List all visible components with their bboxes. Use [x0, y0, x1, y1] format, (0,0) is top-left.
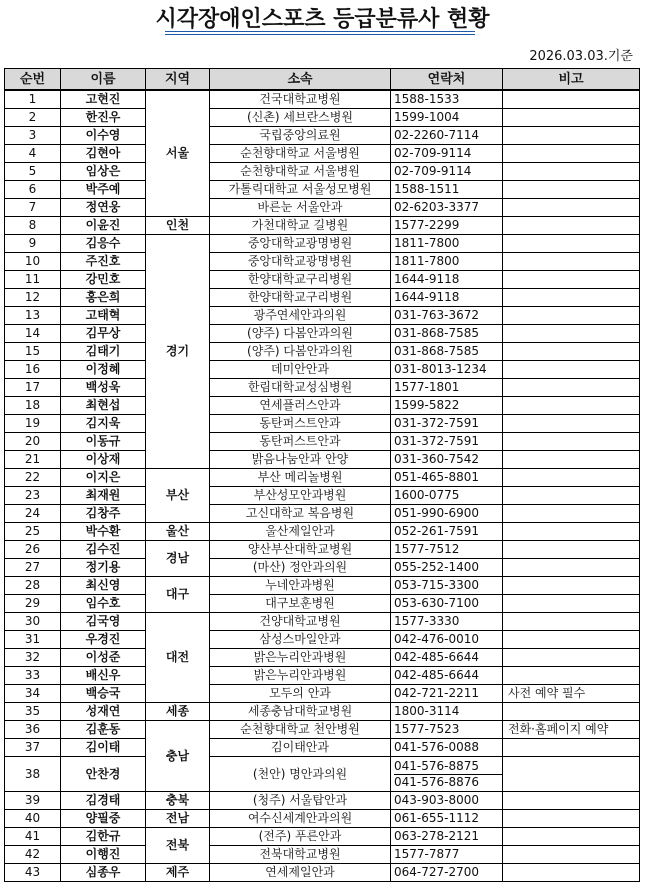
classifier-name: 고태혁 [61, 307, 146, 325]
note-cell [503, 810, 640, 828]
table-row [5, 846, 640, 864]
contact-cell: 1577-2299 [391, 217, 503, 235]
classifier-name: 백승국 [61, 685, 146, 703]
classifier-name: 임상은 [61, 163, 146, 181]
note-cell [503, 325, 640, 343]
row-number: 10 [5, 253, 61, 271]
affiliation-cell: 밝은누리안과병원 [210, 649, 391, 667]
note-cell [503, 397, 640, 415]
affiliation-cell: 양산부산대학교병원 [210, 541, 391, 559]
row-number: 5 [5, 163, 61, 181]
row-number: 12 [5, 289, 61, 307]
contact-cell: 031-360-7542 [391, 451, 503, 469]
classifier-name: 정연웅 [61, 199, 146, 217]
note-cell: 전화·홈페이지 예약 [503, 721, 640, 739]
table-row [5, 667, 640, 685]
affiliation-cell: 데미안안과 [210, 361, 391, 379]
affiliation-cell: 한림대학교성심병원 [210, 379, 391, 397]
contact-cell: 064-727-2700 [391, 864, 503, 882]
table-row [5, 361, 640, 379]
affiliation-cell: 건국대학교병원 [210, 90, 391, 109]
note-cell [503, 163, 640, 181]
row-number: 31 [5, 631, 61, 649]
classifier-name: 우경진 [61, 631, 146, 649]
table-row [5, 523, 640, 541]
table-row [5, 109, 640, 127]
affiliation-cell: 바른눈 서울안과 [210, 199, 391, 217]
contact-cell: 1600-0775 [391, 487, 503, 505]
table-row [5, 649, 640, 667]
table-row [5, 810, 640, 828]
classifier-name: 이지은 [61, 469, 146, 487]
contact-cell: 1577-1801 [391, 379, 503, 397]
classifier-name: 한진우 [61, 109, 146, 127]
note-cell [503, 864, 640, 882]
classifier-name: 박수환 [61, 523, 146, 541]
classifier-name: 심종우 [61, 864, 146, 882]
contact-cell: 031-763-3672 [391, 307, 503, 325]
document-title: 시각장애인스포츠 등급분류사 현황 [155, 7, 490, 32]
table-row [5, 271, 640, 289]
table-row [5, 145, 640, 163]
affiliation-cell: (청주) 서울탑안과 [210, 792, 391, 810]
contact-cell: 041-576-0088 [391, 739, 503, 757]
affiliation-cell: 한양대학교구리병원 [210, 271, 391, 289]
table-row [5, 217, 640, 235]
row-number: 7 [5, 199, 61, 217]
row-number: 26 [5, 541, 61, 559]
affiliation-cell: 누네안과병원 [210, 577, 391, 595]
table-row [5, 487, 640, 505]
row-number: 14 [5, 325, 61, 343]
row-number: 20 [5, 433, 61, 451]
contact-cell: 053-630-7100 [391, 595, 503, 613]
note-cell [503, 541, 640, 559]
table-row [5, 721, 640, 739]
table-row [5, 541, 640, 559]
note-cell [503, 649, 640, 667]
contact-cell: 1811-7800 [391, 235, 503, 253]
note-cell [503, 451, 640, 469]
affiliation-cell: 삼성스마일안과 [210, 631, 391, 649]
contact-cell: 1599-1004 [391, 109, 503, 127]
table-row [5, 864, 640, 882]
row-number: 22 [5, 469, 61, 487]
note-cell [503, 757, 640, 792]
contact-cell: 051-990-6900 [391, 505, 503, 523]
note-cell [503, 235, 640, 253]
row-number: 3 [5, 127, 61, 145]
affiliation-cell: 광주연세안과의원 [210, 307, 391, 325]
note-cell [503, 343, 640, 361]
affiliation-cell: 김이태안과 [210, 739, 391, 757]
classifier-name: 이정혜 [61, 361, 146, 379]
row-number: 21 [5, 451, 61, 469]
table-row [5, 253, 640, 271]
table-row [5, 685, 640, 703]
affiliation-cell: 울산제일안과 [210, 523, 391, 541]
row-number: 13 [5, 307, 61, 325]
row-number: 9 [5, 235, 61, 253]
note-cell [503, 127, 640, 145]
column-header-name: 이름 [61, 69, 146, 91]
table-row [5, 90, 640, 109]
row-number: 1 [5, 90, 61, 109]
note-cell [503, 90, 640, 109]
note-cell [503, 595, 640, 613]
table-row [5, 379, 640, 397]
contact-secondary: 041-576-8876 [394, 774, 502, 790]
table-row [5, 289, 640, 307]
row-number: 40 [5, 810, 61, 828]
table-row [5, 307, 640, 325]
affiliation-cell: 모두의 안과 [210, 685, 391, 703]
region-cell: 전남 [146, 810, 210, 828]
affiliation-cell: (마산) 정안과의원 [210, 559, 391, 577]
affiliation-cell: 여수신세계안과의원 [210, 810, 391, 828]
title-underline [165, 34, 475, 35]
classifier-name: 이상재 [61, 451, 146, 469]
affiliation-cell: 동탄퍼스트안과 [210, 433, 391, 451]
contact-cell: 1644-9118 [391, 271, 503, 289]
row-number: 24 [5, 505, 61, 523]
contact-cell: 053-715-3300 [391, 577, 503, 595]
note-cell [503, 613, 640, 631]
affiliation-cell: 순천향대학교 천안병원 [210, 721, 391, 739]
contact-cell [391, 757, 503, 792]
region-cell: 서울 [146, 90, 210, 217]
affiliation-cell: (천안) 명안과의원 [210, 757, 391, 792]
region-cell: 경기 [146, 235, 210, 469]
classifier-name: 이윤진 [61, 217, 146, 235]
affiliation-cell: 건양대학교병원 [210, 613, 391, 631]
note-cell [503, 846, 640, 864]
affiliation-cell: 연세제일안과 [210, 864, 391, 882]
classifier-name: 김태기 [61, 343, 146, 361]
table-row [5, 595, 640, 613]
affiliation-cell: 순천향대학교 서울병원 [210, 145, 391, 163]
region-cell: 충북 [146, 792, 210, 810]
classifier-name: 김국영 [61, 613, 146, 631]
contact-cell: 1577-7877 [391, 846, 503, 864]
contact-cell: 063-278-2121 [391, 828, 503, 846]
contact-cell: 042-476-0010 [391, 631, 503, 649]
contact-cell: 02-6203-3377 [391, 199, 503, 217]
table-row [5, 415, 640, 433]
contact-cell: 1577-7512 [391, 541, 503, 559]
note-cell [503, 559, 640, 577]
row-number: 33 [5, 667, 61, 685]
note-cell [503, 289, 640, 307]
affiliation-cell: 전북대학교병원 [210, 846, 391, 864]
contact-cell: 051-465-8801 [391, 469, 503, 487]
note-cell [503, 631, 640, 649]
affiliation-cell: (양주) 다봄안과의원 [210, 343, 391, 361]
affiliation-cell: 연세플러스안과 [210, 397, 391, 415]
table-row [5, 325, 640, 343]
classifier-name: 이성준 [61, 649, 146, 667]
affiliation-cell: 중앙대학교광명병원 [210, 253, 391, 271]
row-number: 17 [5, 379, 61, 397]
classifier-name: 김훈동 [61, 721, 146, 739]
table-row [5, 792, 640, 810]
classifier-name: 김이태 [61, 739, 146, 757]
contact-cell: 031-868-7585 [391, 325, 503, 343]
row-number: 28 [5, 577, 61, 595]
as-of-date: 2026.03.03.기준 [529, 49, 633, 64]
note-cell [503, 828, 640, 846]
row-number: 4 [5, 145, 61, 163]
contact-cell: 031-8013-1234 [391, 361, 503, 379]
table-row [5, 433, 640, 451]
classifier-name: 이동규 [61, 433, 146, 451]
contact-cell: 042-721-2211 [391, 685, 503, 703]
affiliation-cell: (전주) 푸른안과 [210, 828, 391, 846]
classifier-name: 양필중 [61, 810, 146, 828]
note-cell [503, 469, 640, 487]
note-cell [503, 379, 640, 397]
table-row [5, 163, 640, 181]
region-cell: 대구 [146, 577, 210, 613]
note-cell [503, 792, 640, 810]
row-number: 8 [5, 217, 61, 235]
classifier-name: 임수호 [61, 595, 146, 613]
note-cell [503, 487, 640, 505]
contact-cell: 031-868-7585 [391, 343, 503, 361]
note-cell [503, 703, 640, 721]
note-cell [503, 307, 640, 325]
region-cell: 세종 [146, 703, 210, 721]
row-number: 23 [5, 487, 61, 505]
classifier-name: 최현섭 [61, 397, 146, 415]
region-cell: 대전 [146, 613, 210, 703]
table-row [5, 235, 640, 253]
note-cell [503, 271, 640, 289]
note-cell [503, 361, 640, 379]
note-cell [503, 145, 640, 163]
affiliation-cell: 세종충남대학교병원 [210, 703, 391, 721]
classifier-name: 강민호 [61, 271, 146, 289]
region-cell: 인천 [146, 217, 210, 235]
contact-cell: 02-2260-7114 [391, 127, 503, 145]
table-header-row [5, 69, 640, 91]
classifier-name: 김한규 [61, 828, 146, 846]
classifier-name: 김지욱 [61, 415, 146, 433]
row-number: 19 [5, 415, 61, 433]
affiliation-cell: 중앙대학교광명병원 [210, 235, 391, 253]
table-row [5, 631, 640, 649]
affiliation-cell: 한양대학교구리병원 [210, 289, 391, 307]
affiliation-cell: 동탄퍼스트안과 [210, 415, 391, 433]
row-number: 36 [5, 721, 61, 739]
column-header-no: 순번 [5, 69, 61, 91]
column-header-region: 지역 [146, 69, 210, 91]
note-cell [503, 523, 640, 541]
table-row [5, 127, 640, 145]
row-number: 39 [5, 792, 61, 810]
region-cell: 충남 [146, 721, 210, 792]
note-cell [503, 199, 640, 217]
row-number: 27 [5, 559, 61, 577]
contact-cell: 1599-5822 [391, 397, 503, 415]
contact-primary: 041-576-8875 [394, 758, 480, 773]
contact-cell: 1800-3114 [391, 703, 503, 721]
row-number: 25 [5, 523, 61, 541]
affiliation-cell: 순천향대학교 서울병원 [210, 163, 391, 181]
affiliation-cell: 가톨릭대학교 서울성모병원 [210, 181, 391, 199]
table-row [5, 181, 640, 199]
classifier-name: 정기용 [61, 559, 146, 577]
classifier-name: 배신우 [61, 667, 146, 685]
note-cell [503, 667, 640, 685]
row-number: 34 [5, 685, 61, 703]
classifier-name: 김무상 [61, 325, 146, 343]
classifier-name: 안찬경 [61, 757, 146, 792]
affiliation-cell: (신촌) 세브란스병원 [210, 109, 391, 127]
row-number: 18 [5, 397, 61, 415]
contact-cell: 042-485-6644 [391, 667, 503, 685]
note-cell: 사전 예약 필수 [503, 685, 640, 703]
affiliation-cell: 부산성모안과병원 [210, 487, 391, 505]
contact-cell: 1811-7800 [391, 253, 503, 271]
classifier-name: 성재연 [61, 703, 146, 721]
contact-cell: 1577-7523 [391, 721, 503, 739]
note-cell [503, 505, 640, 523]
column-header-note: 비고 [503, 69, 640, 91]
affiliation-cell: 고신대학교 복음병원 [210, 505, 391, 523]
classifier-table [4, 68, 640, 882]
classifier-name: 최신영 [61, 577, 146, 595]
classifier-name: 최재원 [61, 487, 146, 505]
note-cell [503, 253, 640, 271]
classifier-name: 이행진 [61, 846, 146, 864]
table-row [5, 757, 640, 792]
column-header-contact: 연락처 [391, 69, 503, 91]
contact-cell: 042-485-6644 [391, 649, 503, 667]
table-row [5, 577, 640, 595]
table-row [5, 703, 640, 721]
table-row [5, 505, 640, 523]
row-number: 32 [5, 649, 61, 667]
note-cell [503, 739, 640, 757]
classifier-name: 주진호 [61, 253, 146, 271]
contact-cell: 031-372-7591 [391, 415, 503, 433]
column-header-org: 소속 [210, 69, 391, 91]
contact-cell: 061-655-1112 [391, 810, 503, 828]
row-number: 6 [5, 181, 61, 199]
row-number: 30 [5, 613, 61, 631]
region-cell: 전북 [146, 828, 210, 864]
affiliation-cell: 밝음나눔안과 안양 [210, 451, 391, 469]
contact-cell: 031-372-7591 [391, 433, 503, 451]
classifier-name: 홍은희 [61, 289, 146, 307]
region-cell: 경남 [146, 541, 210, 577]
table-row [5, 469, 640, 487]
row-number: 11 [5, 271, 61, 289]
table-row [5, 199, 640, 217]
row-number: 41 [5, 828, 61, 846]
table-row [5, 559, 640, 577]
region-cell: 부산 [146, 469, 210, 523]
row-number: 42 [5, 846, 61, 864]
row-number: 15 [5, 343, 61, 361]
note-cell [503, 577, 640, 595]
classifier-name: 김창주 [61, 505, 146, 523]
table-row [5, 613, 640, 631]
classifier-name: 이수영 [61, 127, 146, 145]
classifier-name: 박주예 [61, 181, 146, 199]
affiliation-cell: (양주) 다봄안과의원 [210, 325, 391, 343]
table-row [5, 343, 640, 361]
contact-cell: 1644-9118 [391, 289, 503, 307]
contact-cell: 1588-1533 [391, 90, 503, 109]
table-row [5, 397, 640, 415]
row-number: 29 [5, 595, 61, 613]
row-number: 43 [5, 864, 61, 882]
affiliation-cell: 부산 메리놀병원 [210, 469, 391, 487]
title-underline [165, 31, 475, 32]
table-row [5, 828, 640, 846]
region-cell: 제주 [146, 864, 210, 882]
row-number: 2 [5, 109, 61, 127]
affiliation-cell: 밝은누리안과병원 [210, 667, 391, 685]
contact-cell: 1588-1511 [391, 181, 503, 199]
row-number: 16 [5, 361, 61, 379]
table-row [5, 739, 640, 757]
note-cell [503, 181, 640, 199]
classifier-name: 김경태 [61, 792, 146, 810]
region-cell: 울산 [146, 523, 210, 541]
note-cell [503, 415, 640, 433]
note-cell [503, 433, 640, 451]
contact-cell: 043-903-8000 [391, 792, 503, 810]
row-number: 35 [5, 703, 61, 721]
classifier-name: 김현아 [61, 145, 146, 163]
contact-cell: 1577-3330 [391, 613, 503, 631]
table-body [5, 90, 640, 882]
contact-cell: 055-252-1400 [391, 559, 503, 577]
contact-cell: 02-709-9114 [391, 145, 503, 163]
affiliation-cell: 국립중앙의료원 [210, 127, 391, 145]
classifier-name: 김응수 [61, 235, 146, 253]
contact-cell: 02-709-9114 [391, 163, 503, 181]
note-cell [503, 217, 640, 235]
affiliation-cell: 가천대학교 길병원 [210, 217, 391, 235]
classifier-name: 백성욱 [61, 379, 146, 397]
table-row [5, 451, 640, 469]
row-number: 37 [5, 739, 61, 757]
affiliation-cell: 대구보훈병원 [210, 595, 391, 613]
note-cell [503, 109, 640, 127]
row-number: 38 [5, 757, 61, 792]
contact-cell: 052-261-7591 [391, 523, 503, 541]
classifier-name: 고현진 [61, 90, 146, 109]
classifier-name: 김수진 [61, 541, 146, 559]
